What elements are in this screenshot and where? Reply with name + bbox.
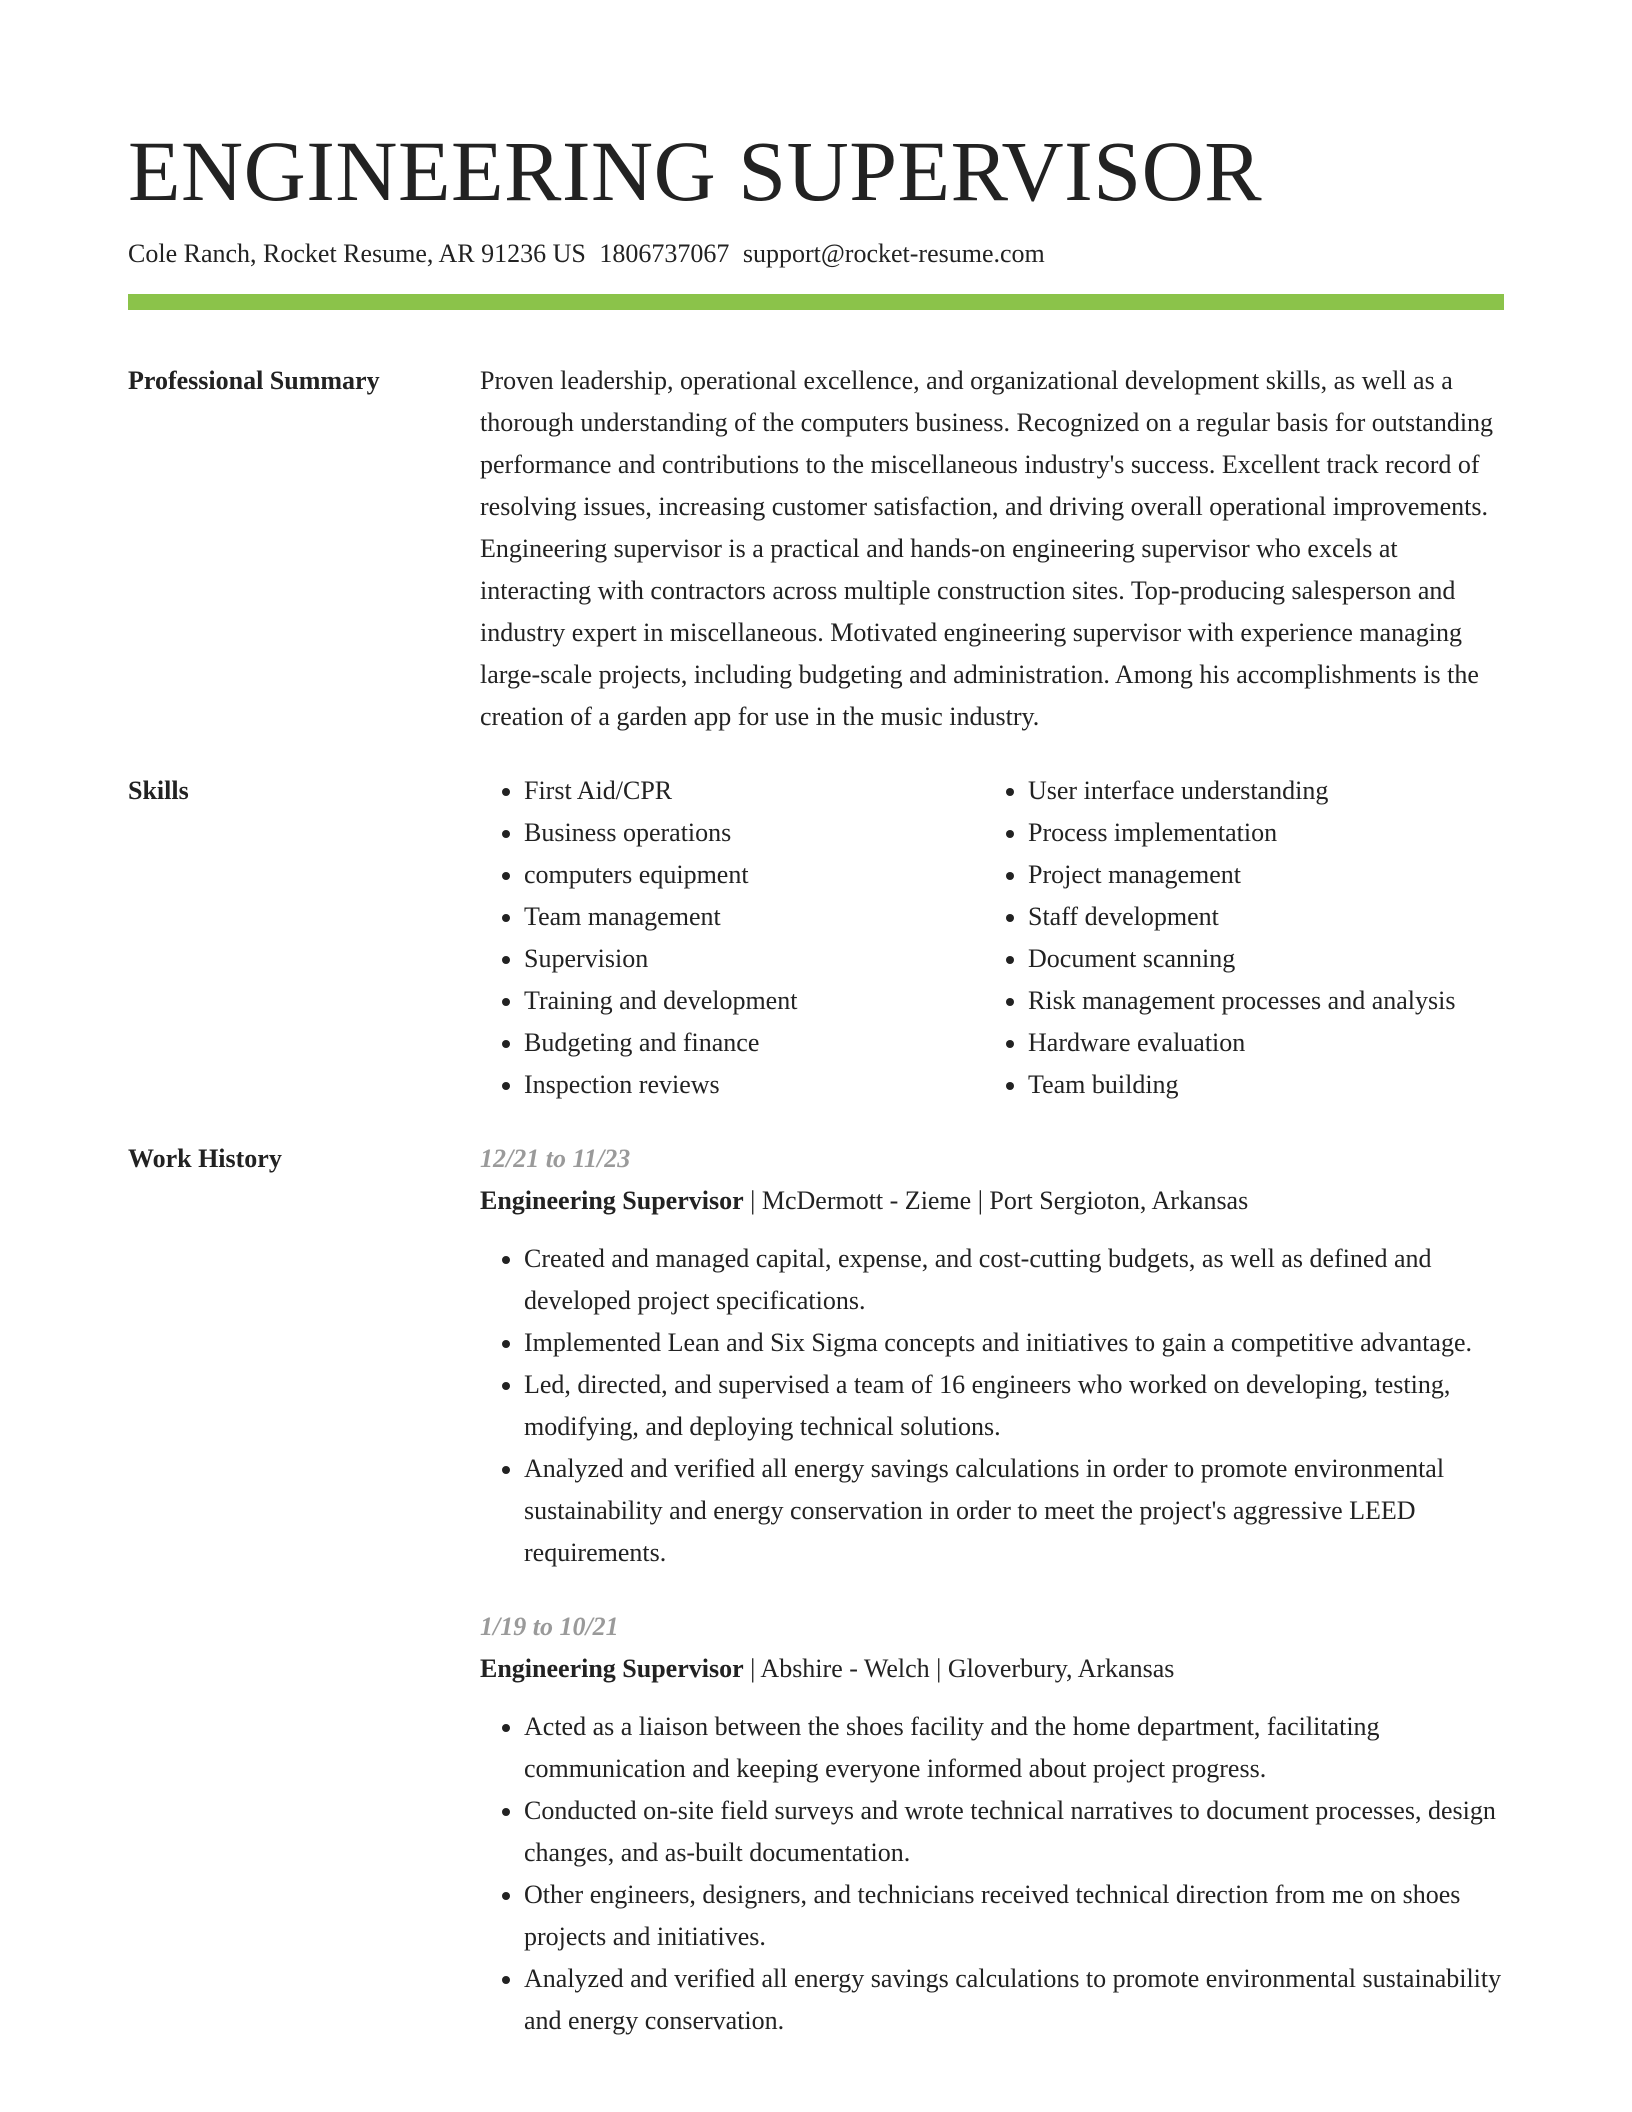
job-entry [480,1606,1504,2042]
job-bullet: • Other engineers, designers, and technicians received technical direction from me on shoes projects and initiatives. [524,1874,1504,1958]
resume-page [128,0,1504,2042]
section-title-work: Work History [128,1144,282,1173]
job-heading [480,1180,1504,1222]
skill-item: • Document scanning [1028,938,1504,980]
job-bullet: • Analyzed and verified all energy savings calculations in order to promote environmental sustainability and energy conservation in order to meet the project's aggressive LEED requirements. [524,1448,1504,1574]
job-title: Engineering Supervisor [480,1186,744,1215]
skill-item: • computers equipment [524,854,984,896]
work-history-section [128,1138,1504,2042]
skills-grid [480,770,1504,1106]
section-title-summary: Professional Summary [128,366,380,395]
job-entry [480,1138,1504,1574]
job-bullet: • Created and managed capital, expense, and cost-cutting budgets, as well as defined and developed project specifications. [524,1238,1504,1322]
skills-list-left [480,770,984,1106]
job-details: | Abshire - Welch | Gloverbury, Arkansas [750,1654,1175,1683]
skill-item: • Risk management processes and analysis [1028,980,1504,1022]
summary-text: Proven leadership, operational excellence, and organizational development skills, as well as a thorough understanding of the computers business. Recognized on a regular basis for outstanding performance and contributions to the miscellaneous industry's success. Excellent track record of resolving issues, increasing customer satisfaction, and driving overall operational improvements. Engineering supervisor is a practical and hands-on engineering supervisor who excels at interacting with contractors across multiple construction sites. Top-producing salesperson and industry expert in miscellaneous. Motivated engineering supervisor with experience managing large-scale projects, including budgeting and administration. Among his accomplishments is the creation of a garden app for use in the music industry. [480,366,1494,731]
job-bullet: • Analyzed and verified all energy savings calculations to promote environmental sustainability and energy conservation. [524,1958,1504,2042]
job-dates: 12/21 to 11/23 [480,1144,631,1173]
skill-item: • Business operations [524,812,984,854]
section-title-skills: Skills [128,776,189,805]
contact-phone: 1806737067 [599,239,730,268]
skill-item: • Project management [1028,854,1504,896]
job-bullet: • Conducted on-site field surveys and wrote technical narratives to document processes, design changes, and as-built documentation. [524,1790,1504,1874]
candidate-name: ENGINEERING SUPERVISOR [128,123,1263,219]
contact-email[interactable]: support@rocket-resume.com [742,239,1045,268]
accent-divider [128,294,1504,310]
skill-item: • Training and development [524,980,984,1022]
job-heading [480,1648,1504,1690]
skill-item: • Team management [524,896,984,938]
skill-item: • Inspection reviews [524,1064,984,1106]
job-bullet: • Led, directed, and supervised a team of 16 engineers who worked on developing, testing, modifying, and deploying technical solutions. [524,1364,1504,1448]
skills-body [480,770,1504,1106]
skills-list-right [984,770,1504,1106]
job-details: | McDermott - Zieme | Port Sergioton, Arkansas [750,1186,1249,1215]
summary-body [480,360,1504,738]
skill-item: • User interface understanding [1028,770,1504,812]
job-bullets [480,1238,1504,1574]
skill-item: • Supervision [524,938,984,980]
skills-section [128,770,1504,1106]
job-title: Engineering Supervisor [480,1654,744,1683]
contact-line [128,236,1504,272]
skill-item: • Staff development [1028,896,1504,938]
skill-item: • Hardware evaluation [1028,1022,1504,1064]
job-bullet: • Implemented Lean and Six Sigma concepts and initiatives to gain a competitive advantage. [524,1322,1504,1364]
job-dates: 1/19 to 10/21 [480,1612,619,1641]
work-history-body [480,1138,1504,2042]
skill-item: • First Aid/CPR [524,770,984,812]
contact-address: Cole Ranch, Rocket Resume, AR 91236 US [128,239,586,268]
skill-item: • Process implementation [1028,812,1504,854]
job-bullet: • Acted as a liaison between the shoes facility and the home department, facilitating communication and keeping everyone informed about project progress. [524,1706,1504,1790]
job-bullets [480,1706,1504,2042]
professional-summary-section [128,360,1504,738]
skill-item: • Team building [1028,1064,1504,1106]
skill-item: • Budgeting and finance [524,1022,984,1064]
